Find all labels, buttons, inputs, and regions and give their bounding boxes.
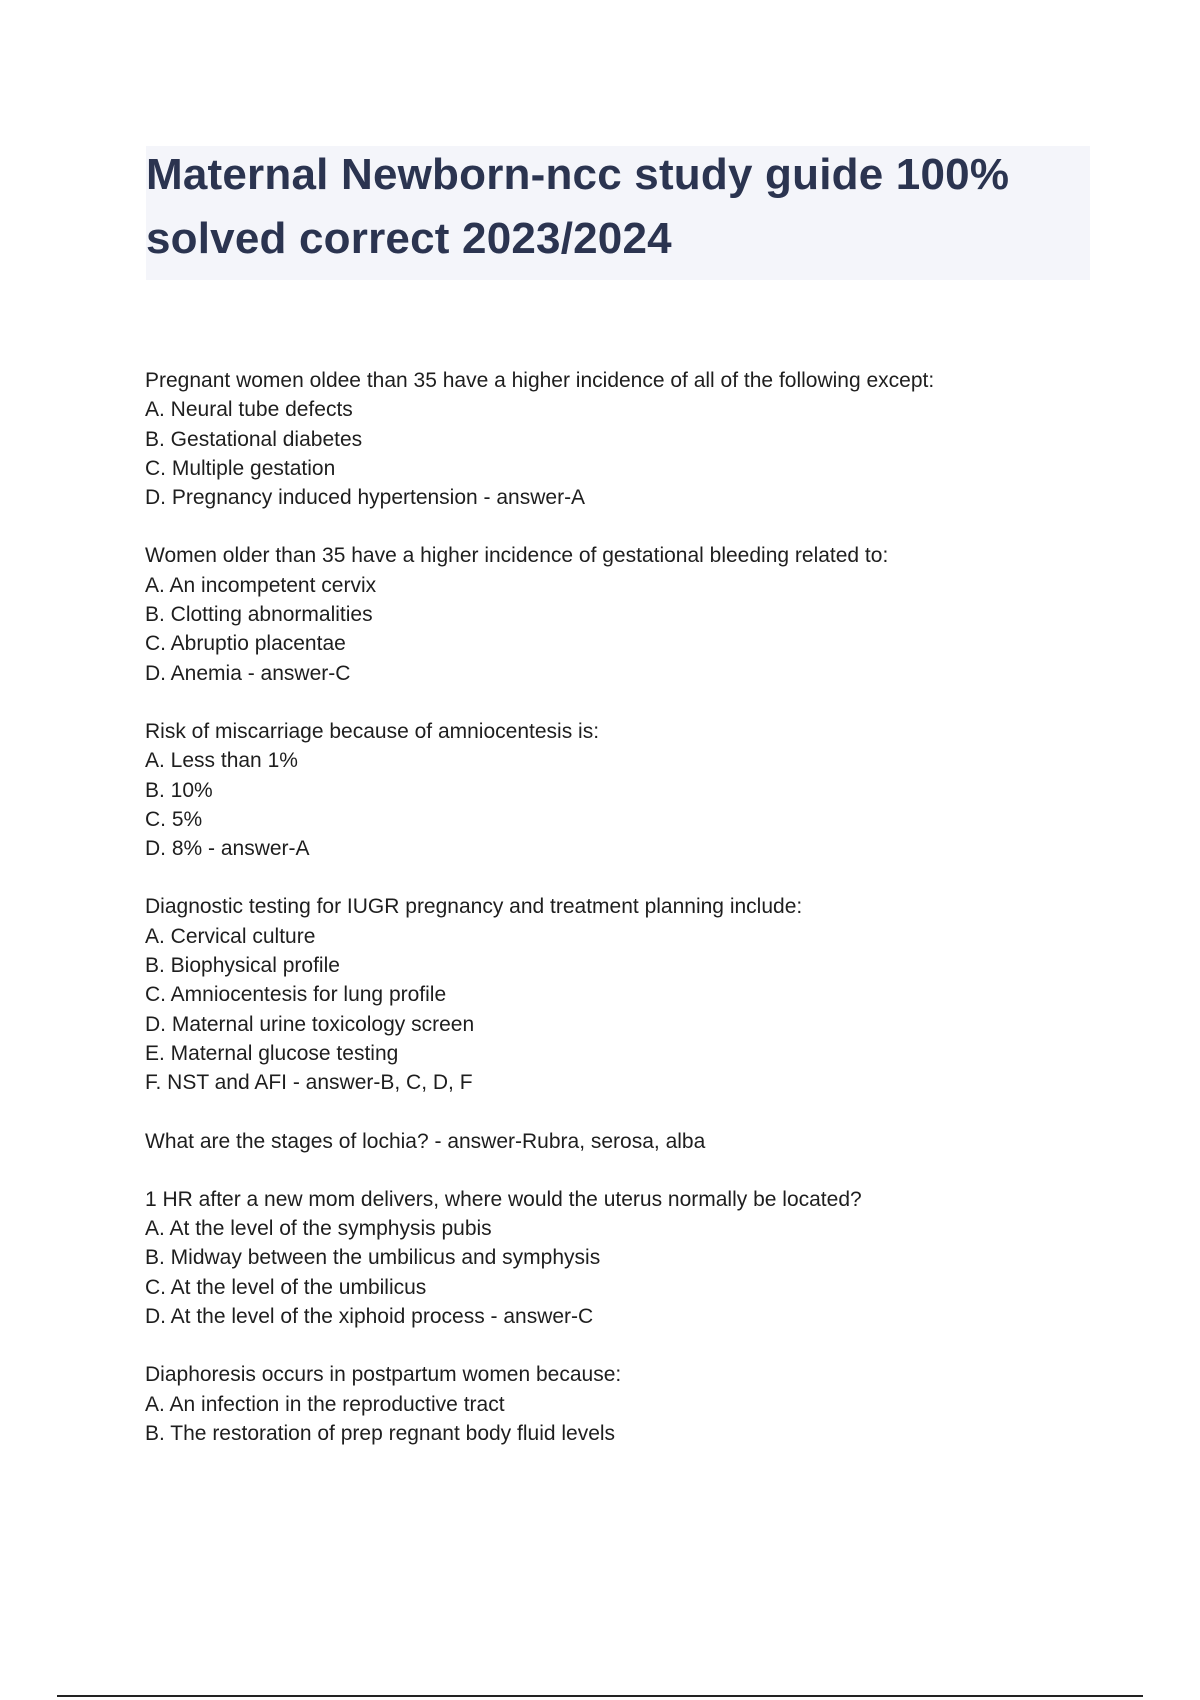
- document-body: [145, 366, 1105, 1477]
- answer-option: D. 8% - answer-A: [145, 837, 310, 861]
- question-block-2: [145, 541, 1105, 687]
- answer-option: C. Multiple gestation: [145, 456, 336, 480]
- answer-option: D. Pregnancy induced hypertension - answer-A: [145, 486, 586, 510]
- answer-option: D. Maternal urine toxicology screen: [145, 1012, 475, 1036]
- answer-option: C. Amniocentesis for lung profile: [145, 983, 447, 1007]
- document-title-line-2: solved correct 2023/2024: [146, 214, 672, 263]
- question-block-3: [145, 717, 1105, 863]
- answer-option: E. Maternal glucose testing: [145, 1041, 399, 1065]
- question-text: 1 HR after a new mom delivers, where would the uterus normally be located?: [145, 1187, 862, 1211]
- question-text: Diagnostic testing for IUGR pregnancy and treatment planning include:: [145, 895, 803, 919]
- question-block-4: [145, 892, 1105, 1097]
- footer-divider: [57, 1695, 1143, 1697]
- answer-option: B. 10%: [145, 778, 213, 802]
- answer-option: C. At the level of the umbilicus: [145, 1275, 427, 1299]
- question-text: Pregnant women oldee than 35 have a higher incidence of all of the following except:: [145, 369, 935, 392]
- question-block-6: [145, 1185, 1105, 1331]
- question-text: Women older than 35 have a higher incidence of gestational bleeding related to:: [145, 544, 889, 568]
- question-block-5: [145, 1127, 1105, 1156]
- answer-option: A. An incompetent cervix: [145, 573, 377, 597]
- question-text: Diaphoresis occurs in postpartum women because:: [145, 1363, 622, 1387]
- answer-option: F. NST and AFI - answer-B, C, D, F: [145, 1071, 473, 1095]
- answer-option: B. Clotting abnormalities: [145, 603, 373, 627]
- answer-option: B. Gestational diabetes: [145, 427, 363, 451]
- answer-option: A. Cervical culture: [145, 924, 316, 948]
- document-title-line-1: Maternal Newborn-ncc study guide 100%: [146, 150, 1010, 199]
- answer-option: C. Abruptio placentae: [145, 632, 346, 656]
- answer-option: D. Anemia - answer-C: [145, 661, 351, 685]
- answer-option: B. Biophysical profile: [145, 954, 340, 978]
- answer-option: A. Neural tube defects: [145, 398, 353, 422]
- question-block-1: [145, 366, 1105, 512]
- question-text: Risk of miscarriage because of amniocentesis is:: [145, 719, 600, 743]
- question-block-7: [145, 1360, 1105, 1448]
- document-title-box: [146, 146, 1090, 280]
- answer-option: D. At the level of the xiphoid process - answer-C: [145, 1305, 594, 1329]
- answer-option: A. Less than 1%: [145, 749, 298, 773]
- answer-option: B. The restoration of prep regnant body fluid levels: [145, 1421, 616, 1445]
- answer-option: C. 5%: [145, 807, 203, 831]
- question-text: What are the stages of lochia? - answer-Rubra, serosa, alba: [145, 1129, 706, 1153]
- answer-option: A. At the level of the symphysis pubis: [145, 1217, 492, 1241]
- answer-option: A. An infection in the reproductive tract: [145, 1392, 505, 1416]
- answer-option: B. Midway between the umbilicus and symphysis: [145, 1246, 601, 1270]
